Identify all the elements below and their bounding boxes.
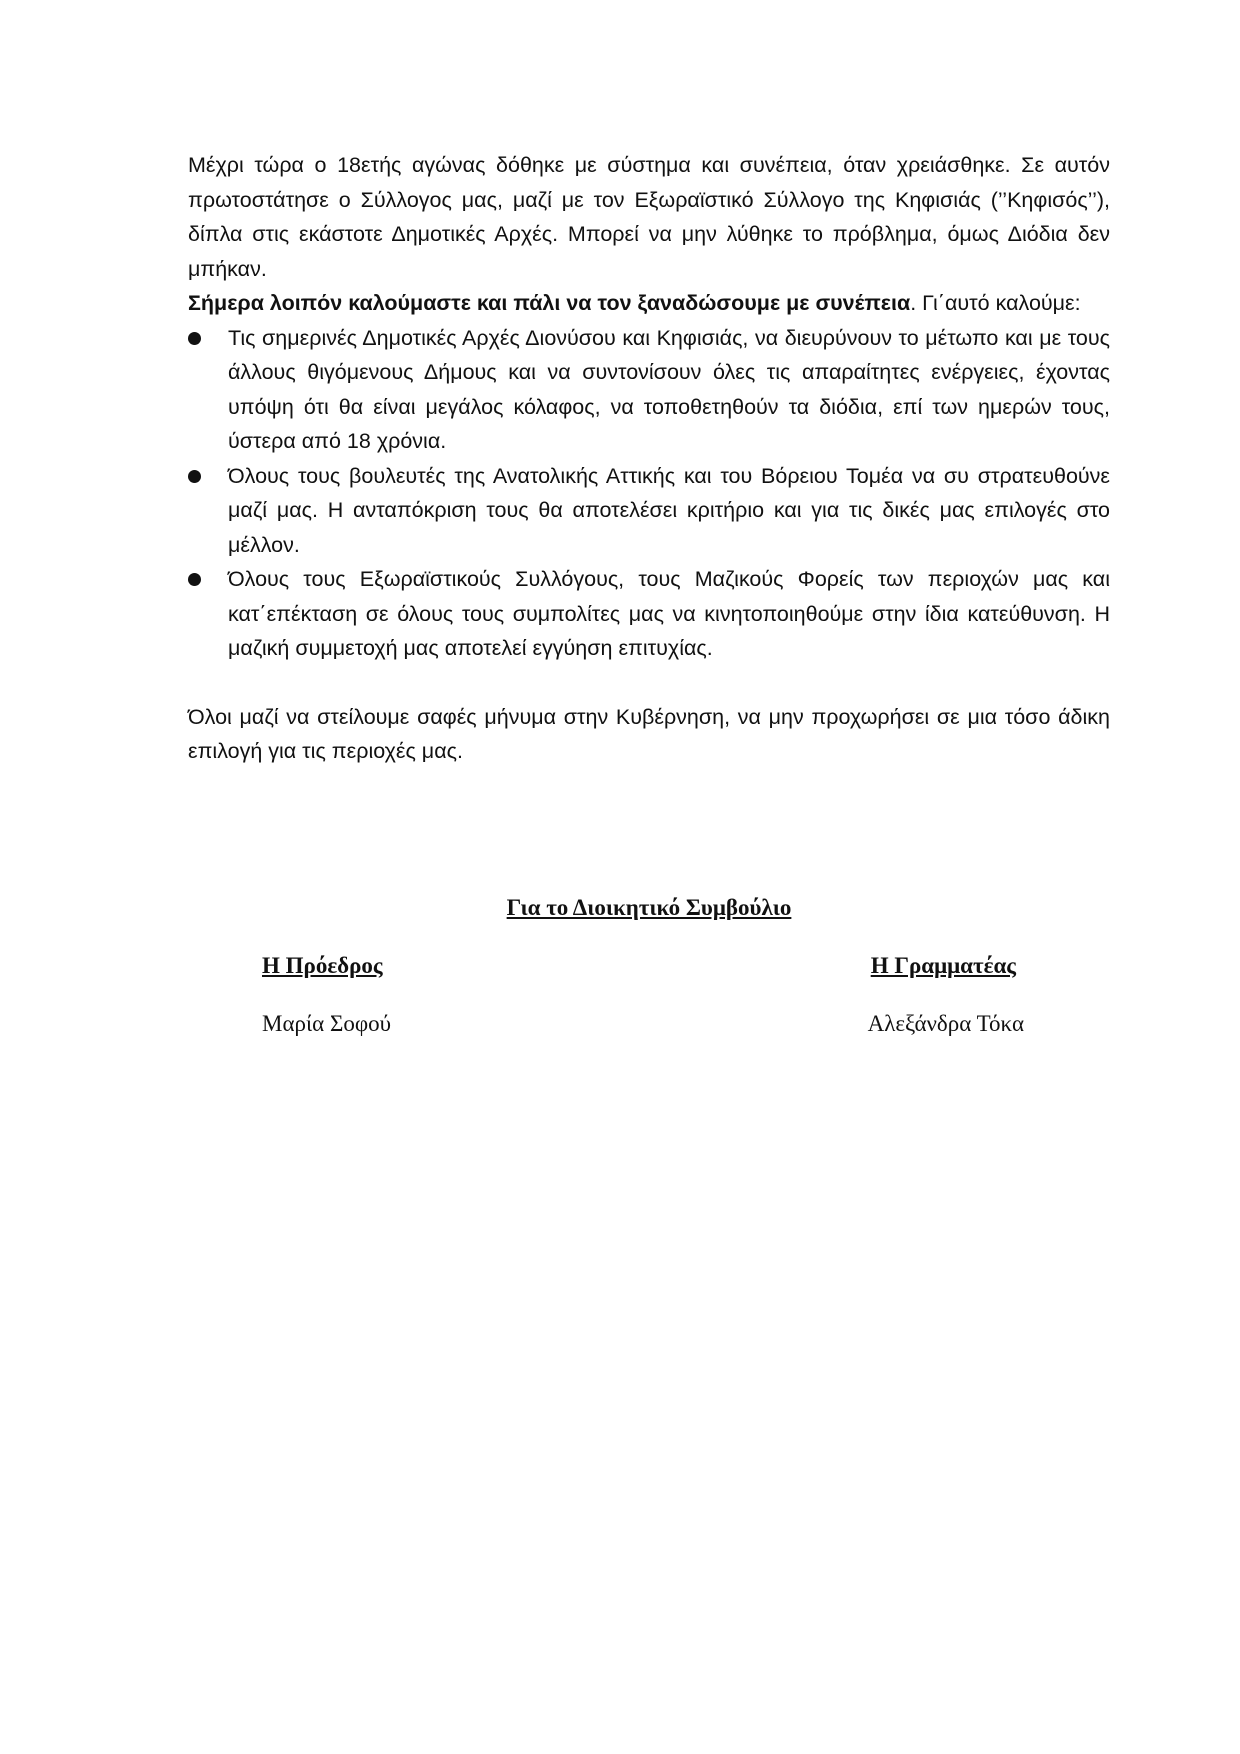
call-paragraph xyxy=(188,286,1110,321)
document-body xyxy=(188,148,1110,769)
bullet-icon xyxy=(188,573,201,586)
bullet-icon xyxy=(188,470,201,483)
secretary-title: Η Γραμματέας xyxy=(870,953,1016,978)
list-item-text: Όλους τους βουλευτές της Ανατολικής Αττικής και του Βόρειου Τομέα να συ στρατευθούνε μαζί μας. Η ανταπόκριση τους θα αποτελέσει κριτήριο και για τις δικές μας επιλογές στο μέλλον. xyxy=(228,463,1110,557)
list-item-text: Όλους τους Εξωραϊστικούς Συλλόγους, τους Μαζικούς Φορείς των περιοχών μας και κατ΄επέκταση σε όλους τους συμπολίτες μας να κινητοποιηθούμε στην ίδια κατεύθυνση. Η μαζική συμμετοχή μας αποτελεί εγγύηση επιτυχίας. xyxy=(228,567,1110,660)
signature-heading: Για το Διοικητικό Συμβούλιο xyxy=(506,895,792,920)
list-item xyxy=(188,321,1110,459)
list-item-text: Τις σημερινές Δημοτικές Αρχές Διονύσου και Κηφισιάς, να διευρύνουν το μέτωπο και με τους άλλους θιγόμενους Δήμους και να συντονίσουν όλες τις απαραίτητες ενέργειες, έχοντας υπόψη ότι θα είναι μεγάλος κόλαφος, να τοποθετηθούν τα διόδια, επί των ημερών τους, ύστερα από 18 χρόνια. xyxy=(228,325,1110,453)
list-item xyxy=(188,459,1110,563)
intro-paragraph: Μέχρι τώρα ο 18ετής αγώνας δόθηκε με σύστημα και συνέπεια, όταν χρειάσθηκε. Σε αυτόν πρωτοστάτησε ο Σύλλογος μας, μαζί με τον Εξωραϊστικό Σύλλογο της Κηφισιάς (’’Κηφισός’’), δίπλα στις εκάστοτε Δημοτικές Αρχές. Μπορεί να μην λύθηκε το πρόβλημα, όμως Διόδια δεν μπήκαν. xyxy=(188,153,1110,281)
closing-paragraph: Όλοι μαζί να στείλουμε σαφές μήνυμα στην Κυβέρνηση, να μην προχωρήσει σε μια τόσο άδικη επιλογή για τις περιοχές μας. xyxy=(188,704,1110,763)
bullet-icon xyxy=(188,332,201,345)
list-item xyxy=(188,562,1110,666)
president-title: Η Πρόεδρος xyxy=(262,953,383,978)
secretary-name: Αλεξάνδρα Τόκα xyxy=(867,1011,1024,1036)
demands-list xyxy=(188,321,1110,666)
call-bold-text: Σήμερα λοιπόν καλούμαστε και πάλι να τον ξαναδώσουμε με συνέπεια xyxy=(188,291,911,315)
president-name: Μαρία Σοφού xyxy=(262,1011,392,1036)
call-rest-text: . Γι΄αυτό καλούμε: xyxy=(910,291,1081,315)
